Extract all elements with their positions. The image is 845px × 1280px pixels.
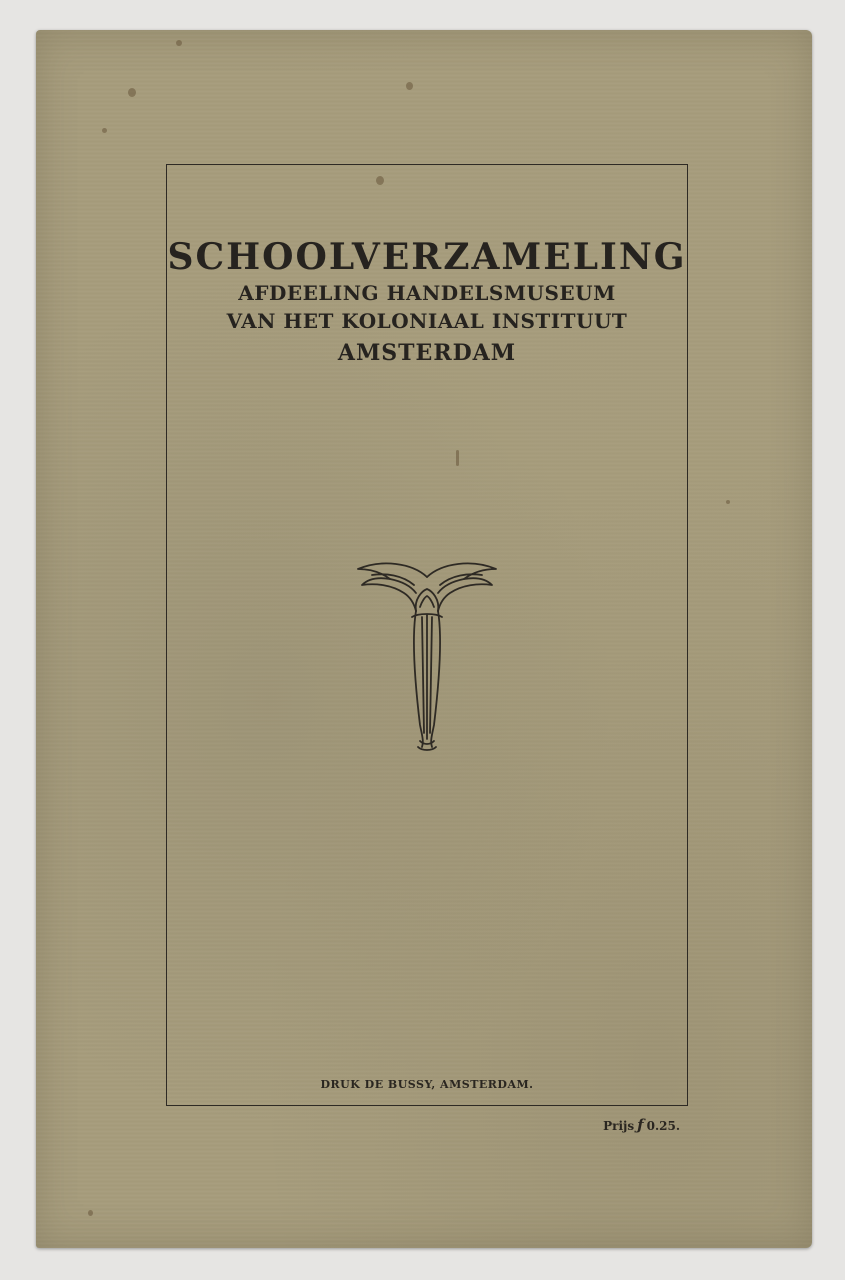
price-value: 0.25. — [646, 1119, 680, 1133]
foxing-spot — [176, 40, 182, 46]
price-label — [603, 1116, 680, 1134]
cover-subtitle-line2: VAN HET KOLONIAAL INSTITUUT — [226, 309, 628, 333]
florin-sign: ƒ — [637, 1116, 644, 1134]
cover-heading — [167, 235, 687, 371]
cover-border-frame — [166, 164, 688, 1106]
foxing-spot — [128, 88, 136, 97]
cover-city: AMSTERDAM — [337, 340, 517, 366]
foxing-spot — [88, 1210, 93, 1216]
foxing-spot — [406, 82, 413, 90]
printer-imprint: DRUK DE BUSSY, AMSTERDAM. — [320, 1078, 534, 1091]
art-nouveau-winged-staff-icon — [352, 555, 502, 755]
booklet-cover — [36, 30, 812, 1248]
cover-subtitle-line1: AFDEELING HANDELSMUSEUM — [238, 281, 616, 305]
foxing-spot — [102, 128, 107, 133]
foxing-spot — [726, 500, 730, 504]
cover-title: SCHOOLVERZAMELING — [167, 236, 687, 278]
price-label-text: Prijs — [603, 1119, 635, 1133]
